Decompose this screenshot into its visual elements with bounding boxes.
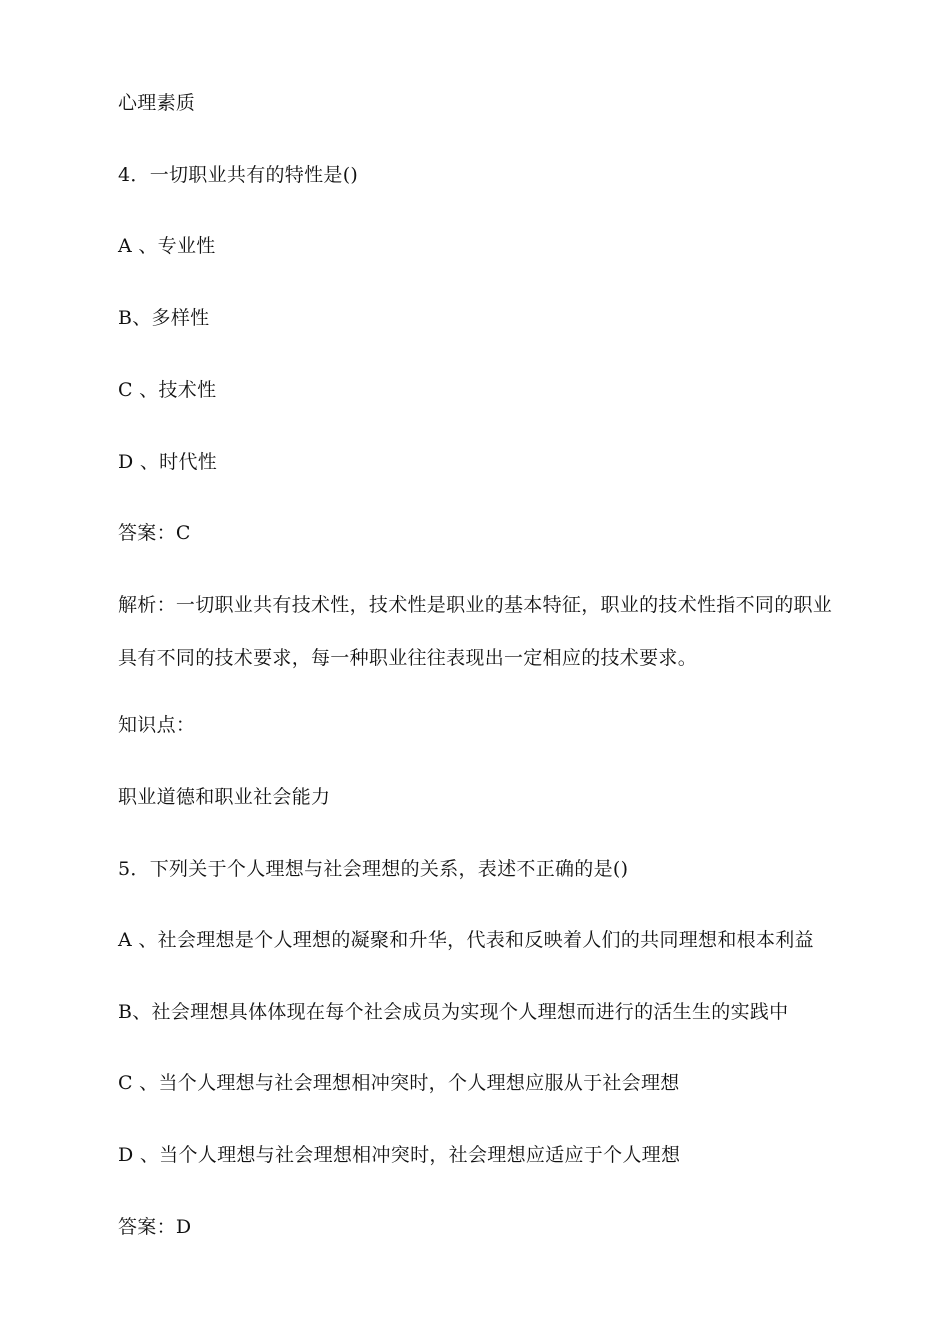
question-4-analysis: 解析：一切职业共有技术性，技术性是职业的基本特征，职业的技术性指不同的职业 xyxy=(118,594,833,616)
text-line: 心理素质 xyxy=(118,92,196,114)
question-4-analysis-cont: 具有不同的技术要求，每一种职业往往表现出一定相应的技术要求。 xyxy=(118,647,698,669)
question-5-option-b: B、社会理想具体体现在每个社会成员为实现个人理想而进行的活生生的实践中 xyxy=(118,1001,789,1023)
knowledge-point-label: 知识点： xyxy=(118,714,196,736)
question-4-option-a: A 、专业性 xyxy=(118,235,216,257)
question-4-option-d: D 、时代性 xyxy=(118,451,218,473)
question-5-option-c: C 、当个人理想与社会理想相冲突时，个人理想应服从于社会理想 xyxy=(118,1072,680,1094)
question-4-option-c: C 、技术性 xyxy=(118,379,217,401)
question-4-option-b: B、多样性 xyxy=(118,307,210,329)
question-5-stem: 5．下列关于个人理想与社会理想的关系，表述不正确的是() xyxy=(118,858,629,880)
question-5-option-a: A 、社会理想是个人理想的凝聚和升华，代表和反映着人们的共同理想和根本利益 xyxy=(118,929,814,951)
question-4-answer: 答案：C xyxy=(118,522,191,544)
question-5-option-d: D 、当个人理想与社会理想相冲突时，社会理想应适应于个人理想 xyxy=(118,1144,681,1166)
question-5-answer: 答案：D xyxy=(118,1216,192,1238)
knowledge-point-value: 职业道德和职业社会能力 xyxy=(118,786,331,808)
question-4-stem: 4．一切职业共有的特性是() xyxy=(118,164,359,186)
